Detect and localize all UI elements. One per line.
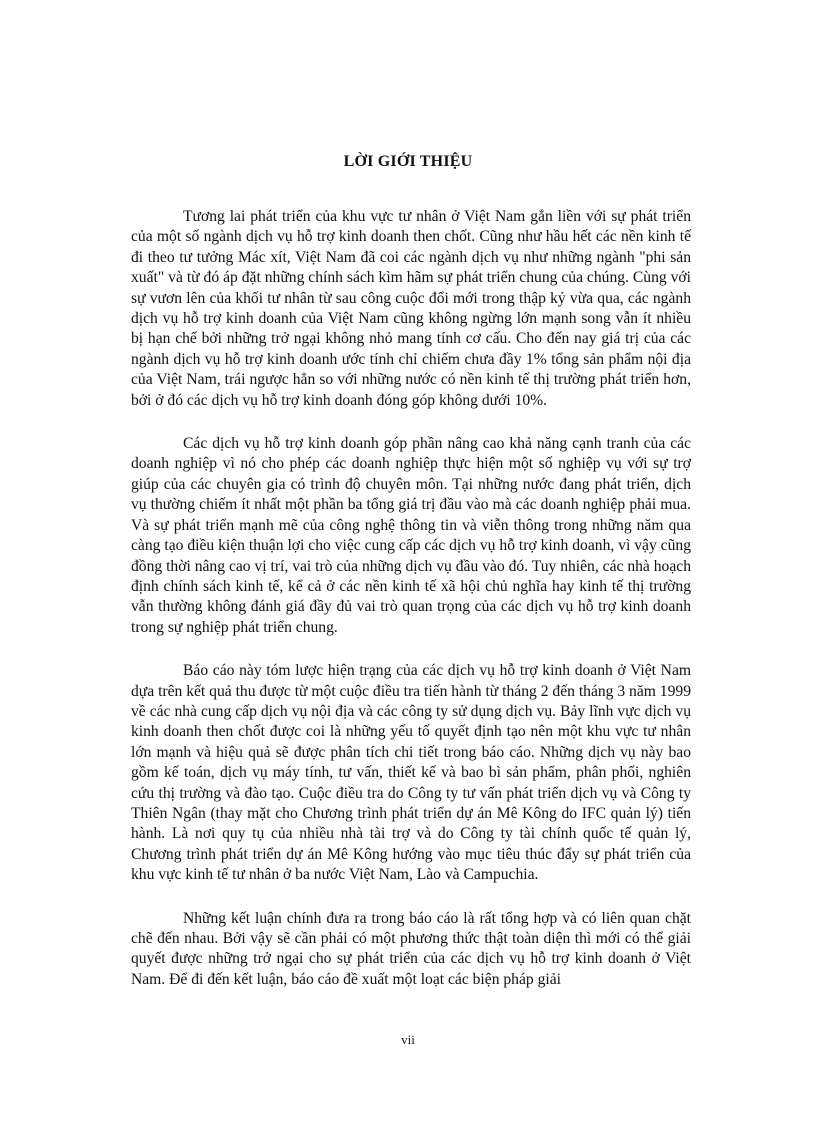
paragraph-1: Tương lai phát triển của khu vực tư nhân ở Việt Nam gắn liền với sự phát triển của một số ngành dịch vụ hỗ trợ kinh doanh then chốt. Cũng như hầu hết các nền kinh tế đi theo tư tưởng Mác xít, Việt Nam đã coi các ngành dịch vụ như những ngành "phi sản xuất" và từ đó áp đặt những chính sách kìm hãm sự phát triển chung của chúng. Cùng với sự vươn lên của khối tư nhân từ sau công cuộc đổi mới trong thập kỷ vừa qua, các ngành dịch vụ hỗ trợ kinh doanh của Việt Nam cũng không ngừng lớn mạnh song vẫn ít nhiều bị hạn chế bởi những trở ngại không nhỏ mang tính cơ cấu. Cho đến nay giá trị của các ngành dịch vụ hỗ trợ kinh doanh ước tính chỉ chiếm chưa đầy 1% tổng sản phẩm nội địa của Việt Nam, trái ngược hẳn so với những nước có nền kinh tế thị trường phát triển hơn, bởi ở đó các dịch vụ hỗ trợ kinh doanh đóng góp không dưới 10%. (131, 208, 691, 409)
paragraph-3: Báo cáo này tóm lược hiện trạng của các dịch vụ hỗ trợ kinh doanh ở Việt Nam dựa trên kết quả thu được từ một cuộc điều tra tiến hành từ tháng 2 đến tháng 3 năm 1999 về các nhà cung cấp dịch vụ nội địa và các công ty sử dụng dịch vụ. Bảy lĩnh vực dịch vụ kinh doanh then chốt được coi là những yếu tố quyết định tạo nên một khu vực tư nhân lớn mạnh và hiệu quả sẽ được phân tích chi tiết trong báo cáo. Những dịch vụ này bao gồm kế toán, dịch vụ máy tính, tư vấn, thiết kế và bao bì sản phẩm, phân phối, nghiên cứu thị trường và đào tạo. Cuộc điều tra do Công ty tư vấn phát triển dịch vụ và Công ty Thiên Ngân (thay mặt cho Chương trình phát triển dự án Mê Kông do IFC quản lý) tiến hành. Là nơi quy tụ của nhiều nhà tài trợ và do Công ty tài chính quốc tế quản lý, Chương trình phát triển dự án Mê Kông hướng vào mục tiêu thúc đẩy sự phát triển của khu vực kinh tế tư nhân ở ba nước Việt Nam, Lào và Campuchia. (131, 662, 691, 884)
paragraph-2: Các dịch vụ hỗ trợ kinh doanh góp phần nâng cao khả năng cạnh tranh của các doanh nghiệp vì nó cho phép các doanh nghiệp thực hiện một số nghiệp vụ với sự trợ giúp của các chuyên gia có trình độ chuyên môn. Tại những nước đang phát triển, dịch vụ thường chiếm ít nhất một phần ba tổng giá trị đầu vào mà các doanh nghiệp phải mua. Và sự phát triển mạnh mẽ của công nghệ thông tin và viễn thông trong những năm qua càng tạo điều kiện thuận lợi cho việc cung cấp các dịch vụ hỗ trợ kinh doanh, vì vậy cũng đồng thời nâng cao vị trí, vai trò của những dịch vụ đầu vào đó. Tuy nhiên, các nhà hoạch định chính sách kinh tế, kể cả ở các nền kinh tế xã hội chủ nghĩa hay kinh tế thị trường vẫn thường không đánh giá đầy đủ vai trò quan trọng của các dịch vụ hỗ trợ kinh doanh trong sự nghiệp phát triển chung. (131, 435, 691, 636)
body-text (131, 207, 691, 1013)
paragraph-4: Những kết luận chính đưa ra trong báo cáo là rất tổng hợp và có liên quan chặt chẽ đến nhau. Bởi vậy sẽ cần phải có một phương thức thật toàn diện thì mới có thể giải quyết được những trở ngại cho sự phát triển của các dịch vụ hỗ trợ kinh doanh ở Việt Nam. Để đi đến kết luận, báo cáo đề xuất một loạt các biện pháp giải (131, 909, 691, 988)
page-title: LỜI GIỚI THIỆU (343, 153, 473, 170)
page-number: vii (401, 1032, 415, 1047)
